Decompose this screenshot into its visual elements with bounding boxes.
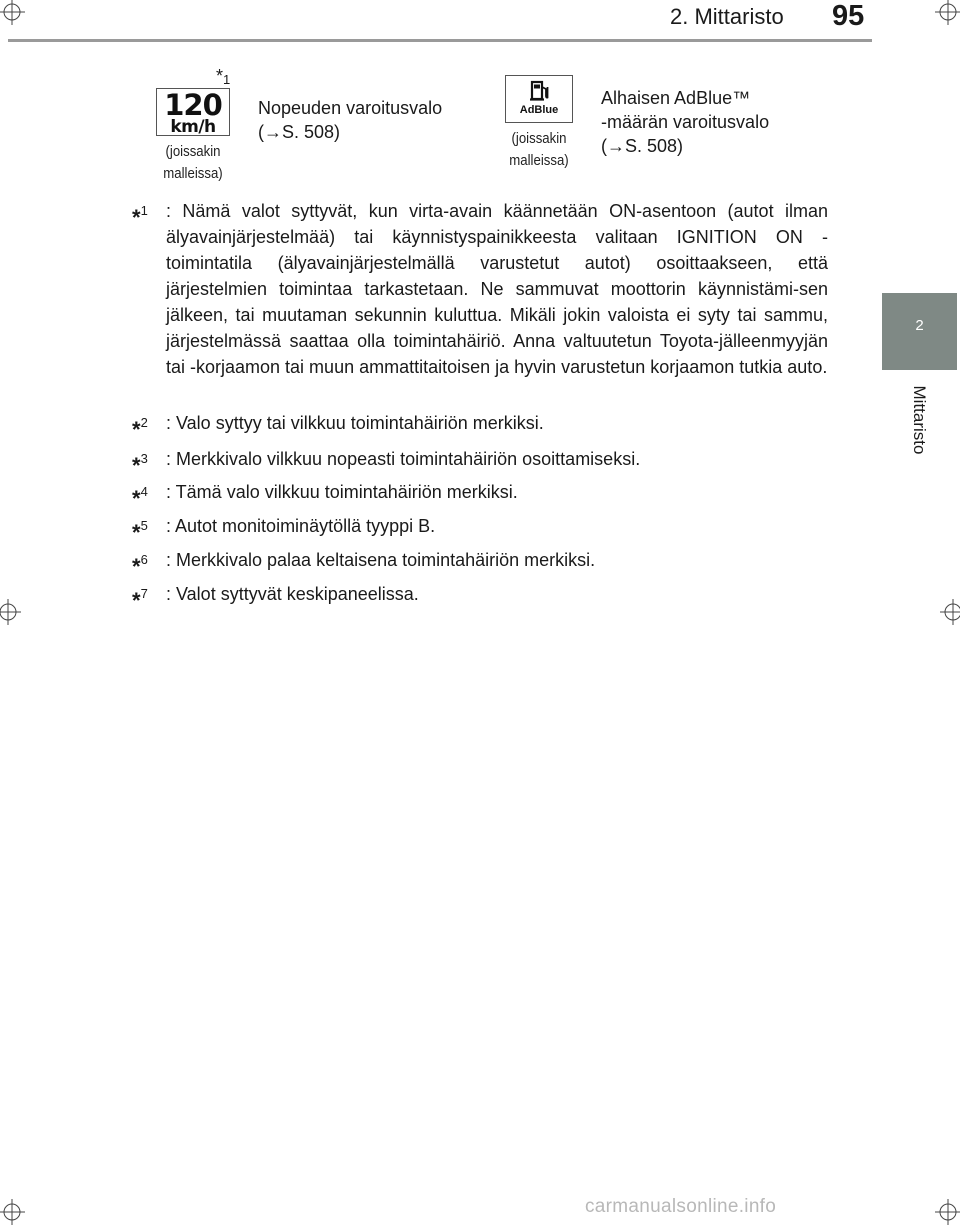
crop-mark-icon: [940, 599, 960, 625]
crop-mark-icon: [0, 1199, 25, 1225]
crop-mark-icon: [935, 1199, 960, 1225]
footnote-marker: *$^5$: [132, 518, 148, 545]
footnote-marker: *$^7$: [132, 586, 148, 613]
indicator-footnote-marker: $*_1$: [216, 66, 231, 87]
section-title: 2. Mittaristo: [670, 4, 784, 29]
footnote-text: : Merkkivalo palaa keltaisena toimintahäiriön merkiksi.: [166, 550, 596, 570]
indicator-availability: (joissakin malleissa): [509, 130, 569, 169]
footnote-text: : Autot monitoiminäytöllä tyyppi B.: [166, 516, 436, 536]
fuel-pump-icon: [527, 79, 553, 105]
crop-mark-icon: [0, 0, 25, 25]
footnote-text: : Merkkivalo vilkkuu nopeasti toimintahäiriön osoittamiseksi.: [166, 449, 641, 469]
footnote-text: : Valot syttyvät keskipaneelissa.: [166, 584, 419, 604]
chapter-number: 2: [915, 317, 924, 334]
footnote-marker: *$^1$: [132, 203, 148, 230]
chapter-label: Mittaristo: [910, 385, 929, 455]
speed-120-kmh-icon: [156, 88, 230, 136]
footnote-marker: *$^4$: [132, 484, 148, 511]
adblue-icon-label: AdBlue: [519, 104, 559, 116]
footnote: [132, 410, 828, 442]
footnote: [132, 581, 828, 613]
indicator-description: Nopeuden varoitusvalo (→S. 508): [258, 98, 443, 142]
footnote: [132, 479, 828, 511]
footnote: [132, 547, 828, 579]
header-divider: [8, 39, 872, 42]
adblue-fuel-pump-icon: [505, 75, 573, 123]
footnote-text: : Tämä valo vilkkuu toimintahäiriön merkiksi.: [166, 482, 518, 502]
speed-icon-value: 120: [164, 88, 222, 122]
footnote: [132, 513, 828, 545]
watermark: carmanualsonline.info: [585, 1196, 777, 1217]
footnote-marker: *$^3$: [132, 451, 148, 478]
indicator-description: Alhaisen AdBlue™ -määrän varoitusvalo (→S. 508): [601, 88, 770, 156]
footnote-text: : Nämä valot syttyvät, kun virta-avain käännetään ON-asentoon (autot ilman älyavainjärjestelmää) tai käynnistyspainikkeesta valitaan IGNITION ON -toimintatila (älyavainjärjestelmällä varustetut autot) osoittaakseen, että järjestelmien toimintaa tarkastetaan. Ne sammuvat moottorin käynnistämi-sen jälkeen, tai muutaman sekunnin kuluttua. Mikäli jokin valoista ei syty tai sammu, järjestelmässä saattaa olla toimintahäiriö. Anna valtuutetun Toyota-jälleenmyyjän tai -korjaamon tai muun ammattitaitoisen ja hyvin varustetun korjaamon tutkia auto.: [166, 201, 828, 377]
footnote: [132, 446, 828, 478]
speed-icon-unit: km/h: [170, 117, 216, 137]
footnote-text: : Valo syttyy tai vilkkuu toimintahäiriön merkiksi.: [166, 413, 544, 433]
indicator-availability: (joissakin malleissa): [163, 143, 223, 182]
crop-mark-icon: [0, 599, 21, 625]
chapter-tab: [882, 293, 957, 370]
crop-mark-icon: [935, 0, 960, 25]
footnote: [132, 198, 828, 380]
page-number: 95: [832, 0, 865, 32]
footnote-marker: *$^2$: [132, 415, 148, 442]
footnote-marker: *$^6$: [132, 552, 148, 579]
